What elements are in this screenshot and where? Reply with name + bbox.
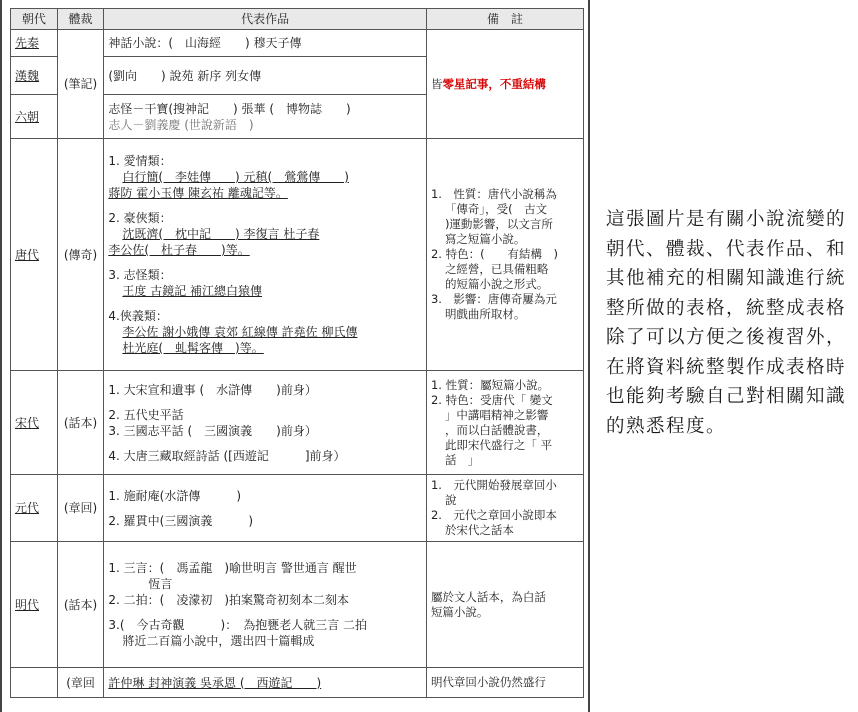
work-line: 神話小說：( 山海經 ) 穆天子傳 (108, 36, 302, 50)
notes-cell (426, 30, 583, 139)
header-era: 朝代 (11, 9, 58, 30)
era-cell: 唐代 (11, 139, 58, 371)
note-line: 短篇小說。 (430, 604, 489, 619)
note-line: 明戲曲所取材。 (444, 307, 526, 321)
caption-text: 這張圖片是有關小說流變的朝代、體裁、代表作品、和其他補充的相關知識進行統整所做的表格，統整成表格除了可以方便之後複習外，在將資料統整製作成表格時也能夠考驗自己對相關知識的熟悉程度。 (606, 209, 847, 437)
work-line: 恆言 (148, 577, 173, 591)
notes-cell (426, 668, 583, 698)
work-line: 沈既濟( 枕中記 ) 李復言 杜子春 (122, 227, 320, 241)
note-line: 1. 性質：屬短篇小說。 (430, 377, 550, 392)
right-border-line (588, 0, 590, 712)
era-cell: 明代 (11, 542, 58, 668)
work-line: 蔣防 霍小玉傳 陳玄祐 離魂記等。 (108, 186, 288, 200)
header-notes: 備 註 (426, 9, 583, 30)
note-line: 說 (444, 493, 457, 507)
notes-cell (426, 371, 583, 475)
note-highlight: 零星記事，不重結構 (442, 76, 546, 91)
era-cell: 宋代 (11, 371, 58, 475)
note-line: 2. 元代之章回小說即本 (430, 508, 557, 522)
note-line: )運動影響，以文言所 (444, 217, 553, 231)
note-line: 1. 元代開始發展章回小 (430, 478, 557, 492)
note-line: 此即宋代盛行之「 平 (444, 437, 553, 452)
genre-cell: (傳奇) (57, 139, 104, 371)
note-line: ，而以白話體說書， (444, 422, 549, 437)
works-cell (104, 95, 427, 139)
work-line: (劉向 ) 說苑 新序 列女傳 (108, 68, 262, 83)
work-line: 2. 羅貫中(三國演義 ) (108, 513, 254, 528)
table-row (11, 30, 584, 57)
note-text: 皆 (430, 76, 443, 91)
genre-cell: (話本) (57, 371, 104, 475)
work-line: 2. 五代史平話 (108, 407, 184, 422)
works-cell (104, 475, 427, 542)
works-cell (104, 668, 427, 698)
work-line: 李公佐 謝小娥傳 袁郊 紅線傳 許堯佐 柳氏傳 (122, 325, 358, 339)
work-line: 4. 大唐三藏取經詩話 ([西遊記 ]前身） (108, 448, 346, 463)
note-line: 之經營，已具備粗略 (444, 262, 549, 276)
era-cell-empty (11, 668, 58, 698)
note-line: 「傳奇」，受( 古文 (444, 202, 548, 216)
works-cell (104, 371, 427, 475)
works-cell (104, 30, 427, 57)
work-line: 將近二百篇小說中，選出四十篇輯成 (122, 634, 315, 648)
work-line: 1. 愛情類： (108, 154, 172, 168)
note-line: 1. 性質：唐代小說稱為 (430, 187, 557, 201)
work-line: 1. 施耐庵(水滸傳 ) (108, 488, 242, 503)
work-line: 1. 三言：( 馮孟龍 )喻世明言 警世通言 醒世 (108, 561, 357, 575)
work-line: 2. 豪俠類： (108, 211, 172, 225)
work-line: 白行簡( 李娃傳 ) 元稹( 鶯鶯傳 ) (122, 170, 349, 184)
notes-cell (426, 139, 583, 371)
era-cell: 元代 (11, 475, 58, 542)
table-row (11, 542, 584, 668)
era-cell: 漢魏 (11, 57, 58, 95)
table-row (11, 668, 584, 698)
work-line: 李公佐( 杜子春 )等。 (108, 243, 250, 257)
genre-cell: (章回 (57, 668, 104, 698)
work-line: 許仲琳 封神演義 吳承恩 ( 西遊記 ) (108, 675, 322, 690)
note-line: 話 」 (444, 452, 480, 467)
note-line: 2. 特色：( 有結構 ) (430, 247, 559, 261)
note-line: 屬於文人話本，為白話 (430, 589, 546, 604)
notes-cell (426, 542, 583, 668)
work-line: 3. 志怪類： (108, 268, 172, 282)
note-line: 於宋代之話本 (444, 523, 514, 537)
note-line: 明代章回小說仍然盛行 (430, 675, 546, 689)
work-line: 3. 三國志平話 ( 三國演義 )前身） (108, 423, 317, 438)
works-cell (104, 542, 427, 668)
work-line: 4.俠義類： (108, 309, 168, 323)
note-line: 3. 影響：唐傳奇屢為元 (430, 292, 557, 306)
work-line: 1. 大宋宣和遺事 ( 水滸傳 )前身） (108, 382, 317, 397)
genre-cell: (話本) (57, 542, 104, 668)
left-border-line (0, 0, 2, 712)
work-line: 志怪－干寶(搜神記 ) 張華 ( 博物誌 ) (108, 101, 351, 116)
novel-history-table (10, 8, 584, 698)
era-cell: 先秦 (11, 30, 58, 57)
work-line: 3.( 今古奇觀 )： 為抱甕老人就三言 二拍 (108, 618, 368, 632)
header-genre: 體裁 (57, 9, 104, 30)
work-line: 王度 古鏡記 補江總白猿傳 (122, 284, 263, 298)
genre-cell: (章回) (57, 475, 104, 542)
header-works: 代表作品 (104, 9, 427, 30)
work-line: 2. 二拍：( 凌濛初 )拍案驚奇初刻本二刻本 (108, 593, 350, 607)
note-line: 」中講唱精神之影響 (444, 407, 549, 422)
works-cell (104, 139, 427, 371)
table-row (11, 475, 584, 542)
genre-cell: (筆記) (57, 30, 104, 139)
table-row (11, 139, 584, 371)
notes-cell (426, 475, 583, 542)
table-header-row (11, 9, 584, 30)
works-cell (104, 57, 427, 95)
work-line: 杜光庭( 虬髯客傳 )等。 (122, 341, 264, 355)
work-line: 志人－劉義慶 (世說新語 ) (108, 117, 254, 132)
table-row (11, 371, 584, 475)
era-cell: 六朝 (11, 95, 58, 139)
note-line: 的短篇小說之形式。 (444, 277, 549, 291)
note-line: 寫之短篇小說。 (444, 232, 526, 246)
note-line: 2. 特色：受唐代「 變文 (430, 392, 553, 407)
